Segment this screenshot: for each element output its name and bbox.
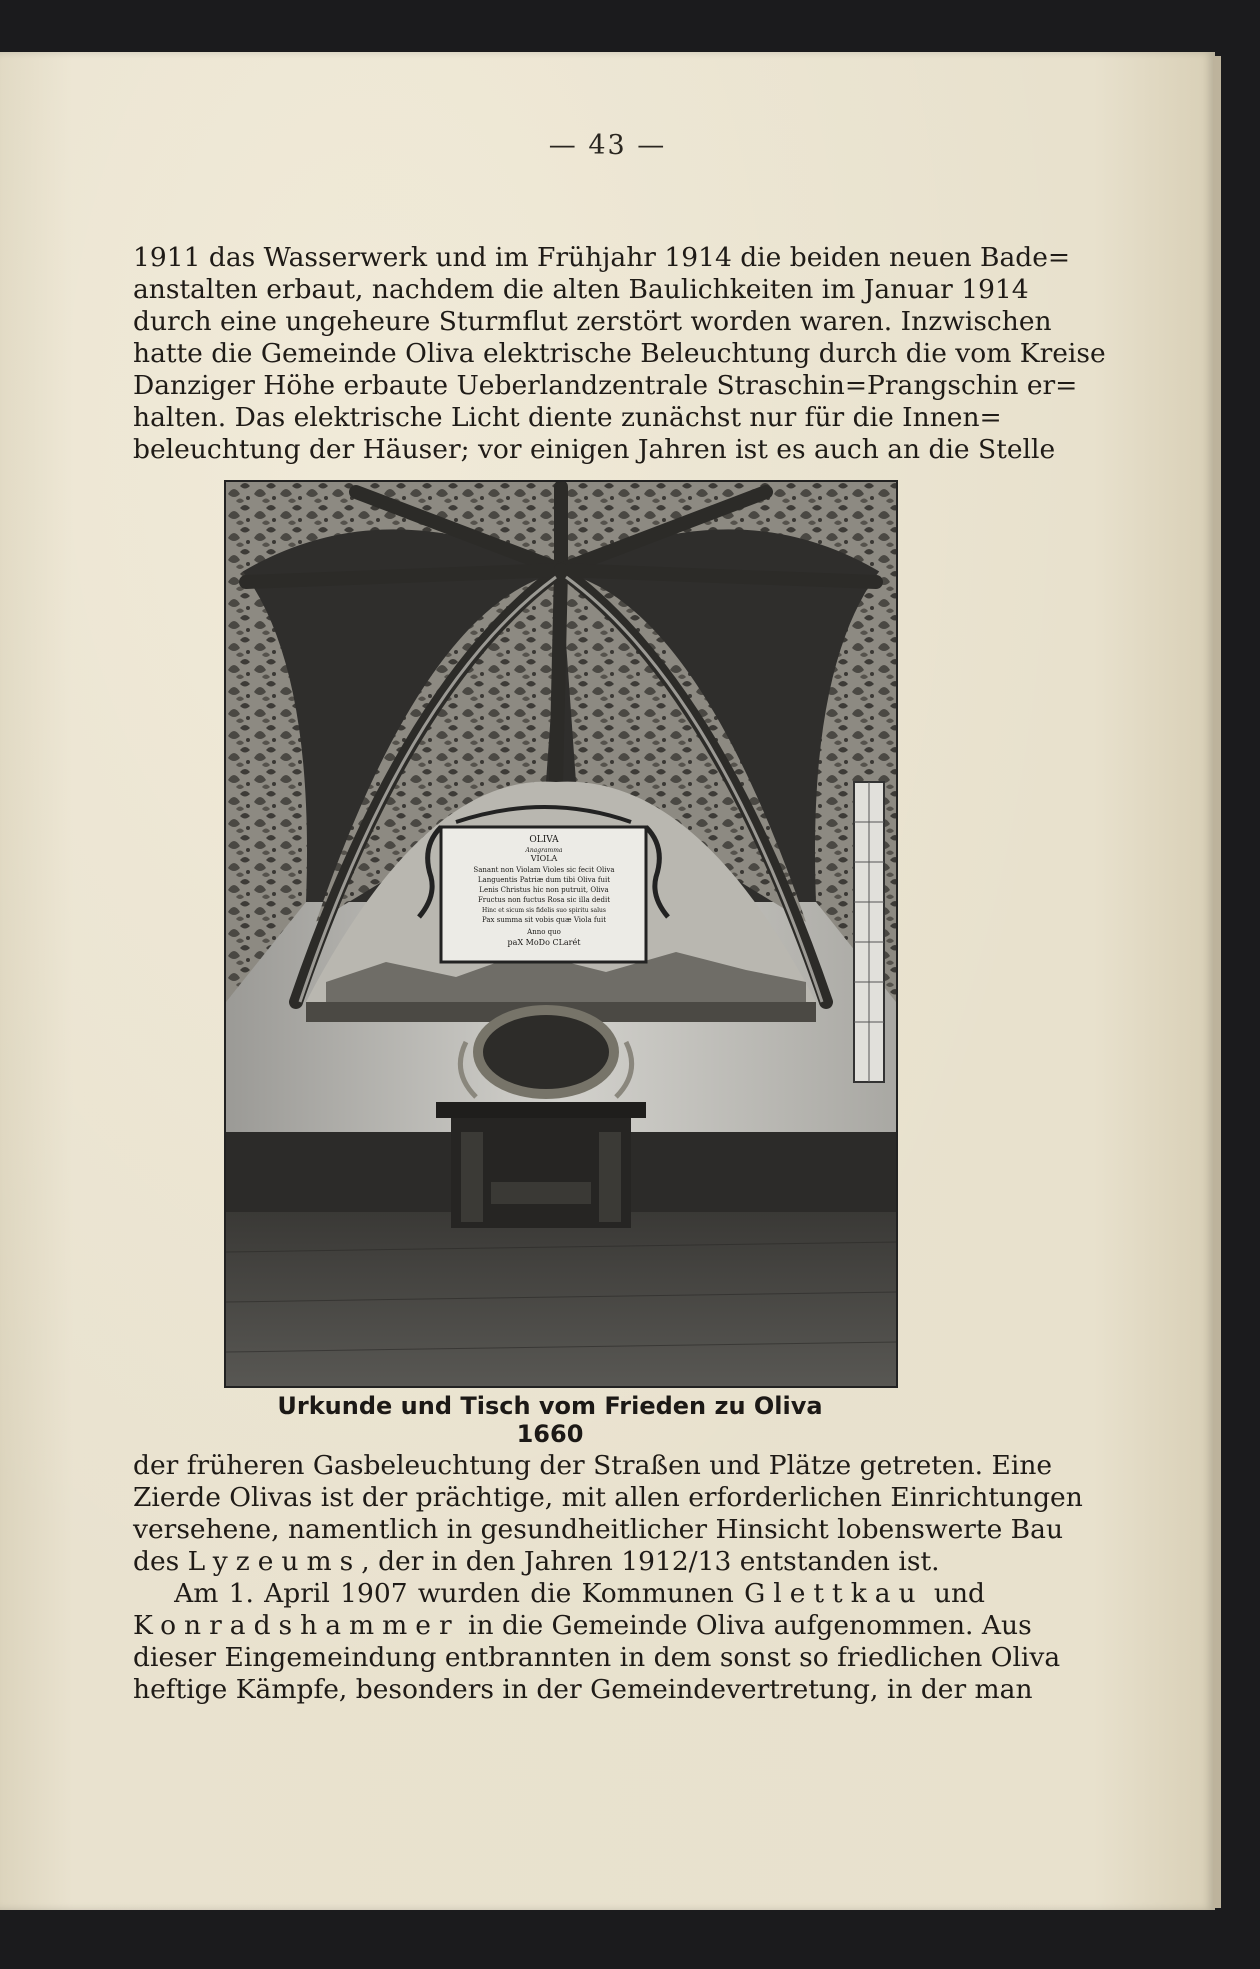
inscription-line: Sanant non Violam Violes sic fecit Oliva bbox=[473, 866, 615, 874]
text-line: Zierde Olivas ist der prächtige, mit allen erforderlichen Einrichtungen bbox=[133, 1482, 1083, 1513]
text-line bbox=[133, 1610, 1032, 1642]
text-fragment: in die Gemeinde Oliva aufgenommen. Aus bbox=[459, 1610, 1032, 1641]
text-line: durch eine ungeheure Sturmflut zerstört worden waren. Inzwischen bbox=[133, 306, 1052, 337]
inscription-line: OLIVA bbox=[529, 835, 559, 845]
emphasized-word: Konradshammer bbox=[133, 1610, 460, 1641]
text-line bbox=[133, 1578, 985, 1610]
text-line: der früheren Gasbeleuchtung der Straßen und Plätze getreten. Eine bbox=[133, 1450, 1053, 1481]
inscription-line: Anagramma bbox=[525, 847, 563, 854]
emphasized-word: Glettkau bbox=[744, 1578, 924, 1609]
text-line: versehene, namentlich in gesundheitlicher Hinsicht lobenswerte Bau bbox=[133, 1514, 1064, 1545]
text-line: hatte die Gemeinde Oliva elektrische Beleuchtung durch die vom Kreise bbox=[133, 338, 1106, 369]
inscription-line: Fructus non fuctus Rosa sic illa dedit bbox=[477, 896, 611, 904]
inscription-line: Pax summa sit vobis quæ Viola fuit bbox=[481, 916, 607, 924]
text-fragment: und bbox=[923, 1578, 985, 1609]
text-line: Danziger Höhe erbaute Ueberlandzentrale Straschin=Prangschin er= bbox=[133, 370, 1078, 401]
figure-caption-title: Urkunde und Tisch vom Frieden zu Oliva bbox=[277, 1392, 823, 1420]
text-line: dieser Eingemeindung entbrannten in dem sonst so friedlichen Oliva bbox=[133, 1642, 1061, 1673]
page-edge bbox=[1213, 56, 1221, 1908]
photograph bbox=[224, 480, 898, 1388]
text-fragment: , der in den Jahren 1912/13 entstanden ist. bbox=[361, 1546, 940, 1577]
text-line: anstalten erbaut, nachdem die alten Baulichkeiten im Januar 1914 bbox=[133, 274, 1029, 305]
text-line bbox=[133, 1546, 985, 1578]
emphasized-word: Lyzeums bbox=[187, 1546, 362, 1577]
bottom-paragraph bbox=[133, 1450, 1083, 1706]
inscription-line: Anno quo bbox=[527, 928, 561, 936]
figure-caption-year: 1660 bbox=[516, 1420, 584, 1448]
top-paragraph bbox=[133, 242, 1106, 466]
text-line: beleuchtung der Häuser; vor einigen Jahren ist es auch an die Stelle bbox=[133, 434, 1056, 465]
inscription-line: Lenis Christus hic non putruit, Oliva bbox=[479, 886, 609, 894]
vaulted-chapel-photo bbox=[226, 482, 896, 1386]
text-fragment: des bbox=[133, 1546, 188, 1577]
inscription-line: Languentis Patriæ dum tibi Oliva fuit bbox=[477, 876, 611, 884]
inscription-line: Hinc et sicum sis fidelis suo spiritu salus bbox=[482, 907, 606, 914]
page-number: — 43 — bbox=[548, 130, 667, 161]
inscription-line: paX MoDo CLarét bbox=[507, 938, 581, 947]
text-fragment: Am 1. April 1907 wurden die Kommunen bbox=[174, 1578, 745, 1609]
text-line: halten. Das elektrische Licht diente zunächst nur für die Innen= bbox=[133, 402, 1002, 433]
text-line: 1911 das Wasserwerk und im Frühjahr 1914 die beiden neuen Bade= bbox=[133, 242, 1071, 273]
inscription-line: VIOLA bbox=[530, 854, 558, 863]
text-line: heftige Kämpfe, besonders in der Gemeindevertretung, in der man bbox=[133, 1674, 1033, 1705]
